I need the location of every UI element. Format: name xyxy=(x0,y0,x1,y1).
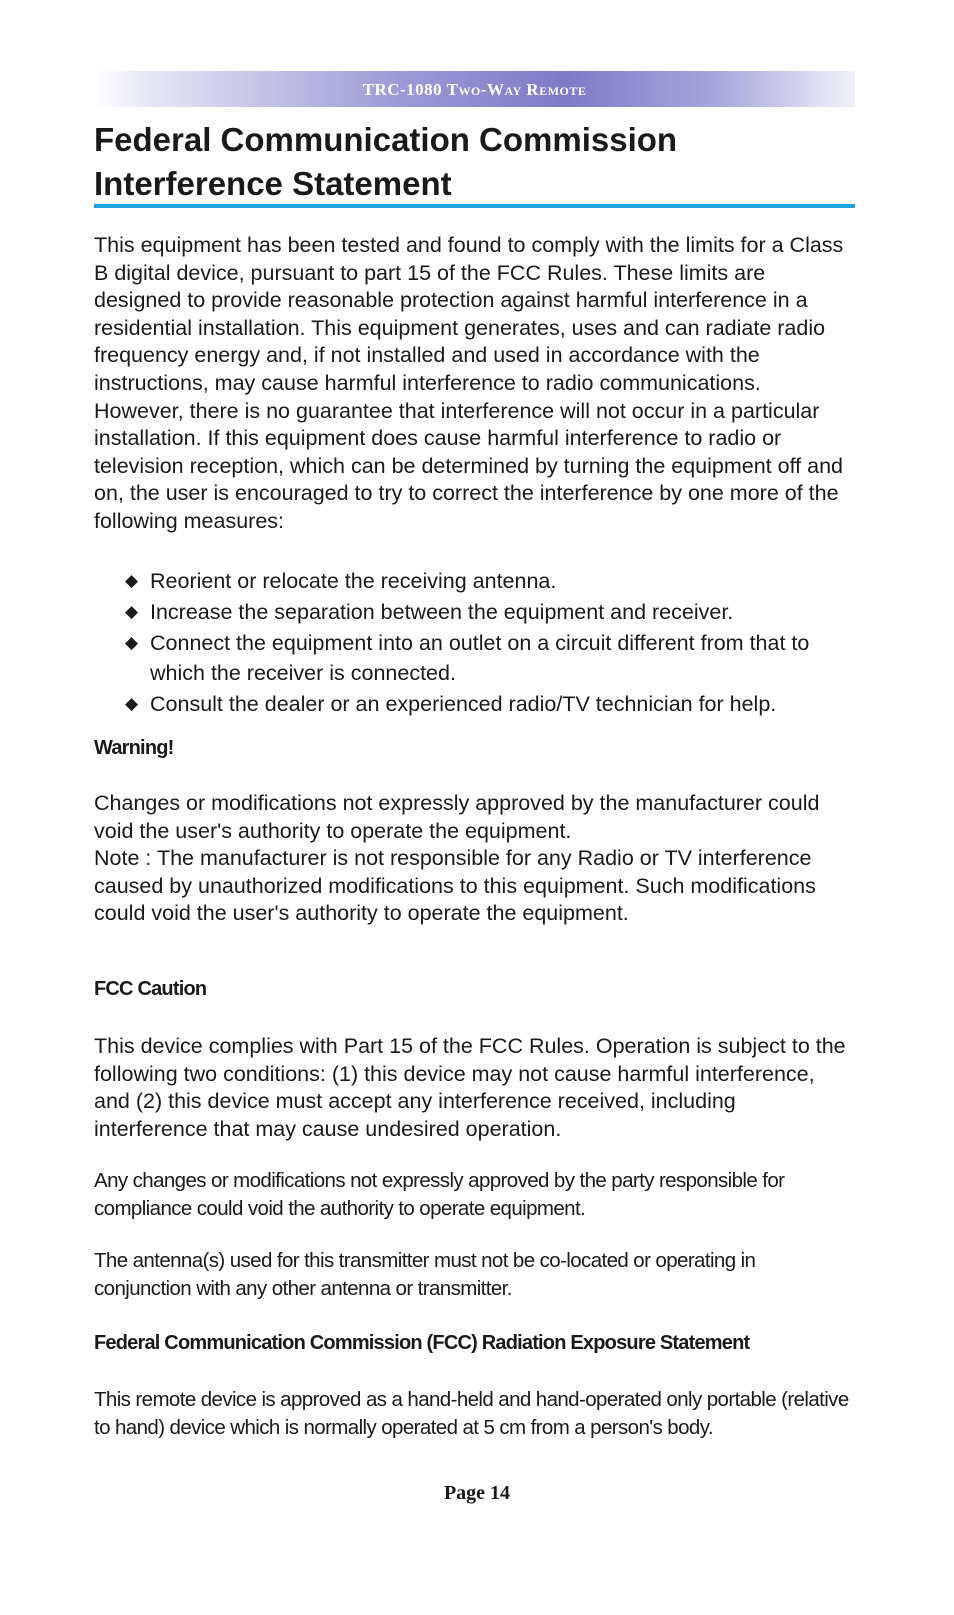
page-title: Federal Communication Commission Interference Statement xyxy=(94,121,678,202)
header-band xyxy=(94,71,855,107)
fcc-caution-paragraph-1: This device complies with Part 15 of the FCC Rules. Operation is subject to the following two conditions: (1) this device may not cause harmful interference, and (2) this device must accept any interference received, including interference that may cause undesired operation. xyxy=(94,1034,846,1141)
measure-text: Connect the equipment into an outlet on a circuit different from that to which the receiver is connected. xyxy=(150,631,810,685)
page-number: Page 14 xyxy=(443,1482,511,1504)
measure-text: Reorient or relocate the receiving antenna. xyxy=(150,569,557,593)
warning-text: Changes or modifications not expressly approved by the manufacturer could void the user's authority to operate the equipment. xyxy=(94,791,820,843)
fcc-caution-paragraph-2: Any changes or modifications not expressly approved by the party responsible for compliance could void the authority to operate equipment. xyxy=(94,1169,785,1220)
list-item xyxy=(125,566,825,596)
measure-text: Consult the dealer or an experienced radio/TV technician for help. xyxy=(150,692,777,716)
list-item xyxy=(125,597,825,627)
title-rule xyxy=(94,204,855,208)
radiation-paragraph: This remote device is approved as a hand-held and hand-operated only portable (relative to hand) device which is normally operated at 5 cm from a person's body. xyxy=(94,1388,849,1439)
diamond-bullet-icon: ◆ xyxy=(125,602,139,621)
diamond-bullet-icon: ◆ xyxy=(125,633,139,652)
list-item xyxy=(125,689,825,719)
diamond-bullet-icon: ◆ xyxy=(125,694,139,713)
radiation-heading: Federal Communication Commission (FCC) Radiation Exposure Statement xyxy=(94,1332,750,1354)
warning-heading: Warning! xyxy=(94,737,174,759)
intro-paragraph: This equipment has been tested and found to comply with the limits for a Class B digital device, pursuant to part 15 of the FCC Rules. These limits are designed to provide reasonable protection against harmful interference in a residential installation. This equipment generates, uses and can radiate radio frequency energy and, if not installed and used in accordance with the instructions, may cause harmful interference to radio communications. However, there is no guarantee that interference will not occur in a particular installation. If this equipment does cause harmful interference to radio or television reception, which can be determined by turning the equipment off and on, the user is encouraged to try to correct the interference by one more of the following measures: xyxy=(94,233,844,533)
fcc-caution-paragraph-3: The antenna(s) used for this transmitter must not be co-located or operating in conjunction with any other antenna or transmitter. xyxy=(94,1249,756,1300)
measure-text: Increase the separation between the equipment and receiver. xyxy=(150,600,734,624)
diamond-bullet-icon: ◆ xyxy=(125,571,139,590)
fcc-caution-heading: FCC Caution xyxy=(94,978,207,1000)
measures-list xyxy=(125,566,825,720)
list-item xyxy=(125,628,825,688)
header-title: TRC-1080 Two-Way Remote xyxy=(362,80,587,99)
warning-note: Note : The manufacturer is not responsible for any Radio or TV interference caused by unauthorized modifications to this equipment. Such modifications could void the user's authority to operate the equipment. xyxy=(94,846,816,926)
